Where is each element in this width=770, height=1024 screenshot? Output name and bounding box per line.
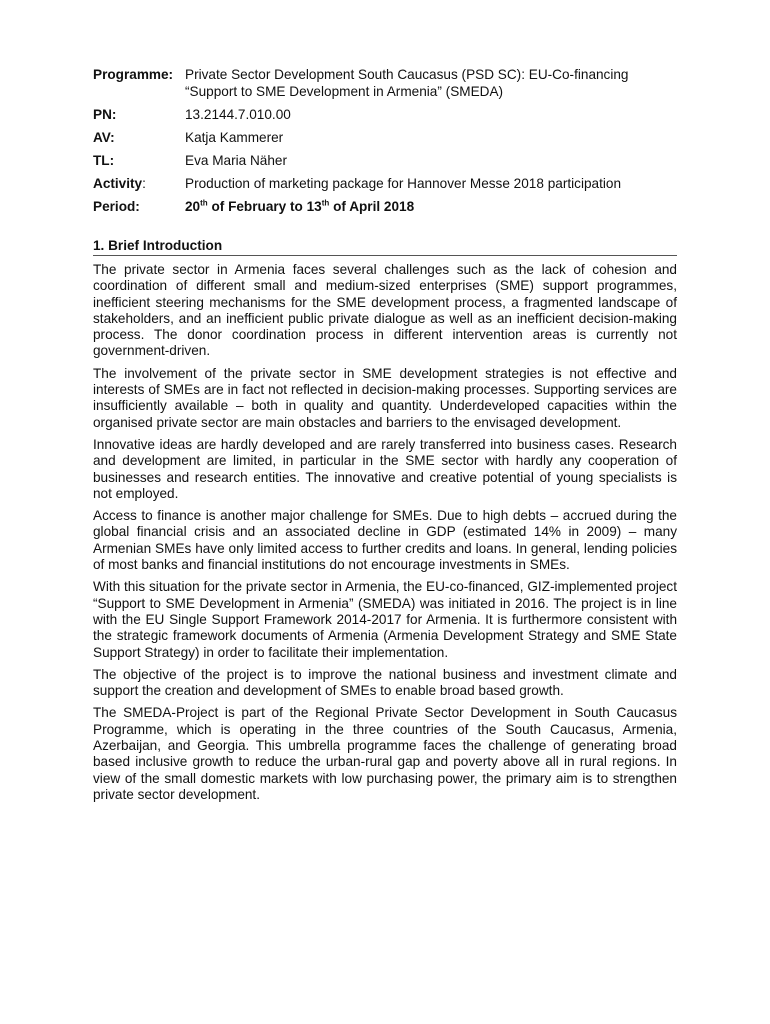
tl-value: Eva Maria Näher (185, 153, 287, 168)
period-label: Period: (93, 199, 140, 214)
period-row (93, 198, 677, 215)
pn-value: 13.2144.7.010.00 (185, 107, 291, 122)
pn-row (93, 106, 677, 123)
paragraph: Access to finance is another major challenge for SMEs. Due to high debts – accrued during the global financial crisis and an associated decline in GDP (estimated 14% in 2009) – many Armenian SMEs have only limited access to further credits and loans. In general, lending policies of most banks and financial institutions do not encourage investments in SMEs. (93, 508, 677, 573)
paragraph: The private sector in Armenia faces several challenges such as the lack of cohesion and coordination of different small and medium-sized enterprises (SME) support programmes, inefficient steering mechanisms for the SME development process, a fragmented landscape of stakeholders, and an inefficient public private dialogue as well as an inefficient decision-making process. The donor coordination process in different intervention areas is currently not government-driven. (93, 262, 677, 359)
tl-row (93, 152, 677, 169)
activity-label (93, 175, 185, 192)
programme-row (93, 66, 677, 100)
programme-value-line2: “Support to SME Development in Armenia” (SMEDA) (185, 84, 504, 99)
period-end: of April 2018 (329, 199, 415, 214)
document-page (93, 66, 677, 809)
period-end-suffix: th (321, 198, 330, 208)
activity-label-colon: : (142, 176, 146, 191)
paragraph: The SMEDA-Project is part of the Regional Private Sector Development in South Caucasus Programme, which is operating in the three countries of the South Caucasus, Armenia, Azerbaijan, and Georgia. This umbrella programme faces the challenge of generating broad based inclusive growth to reduce the urban-rural gap and poverty above all in rural regions. In view of the small domestic markets with low purchasing power, the primary aim is to strengthen private sector development. (93, 705, 677, 802)
programme-value (185, 66, 677, 100)
paragraph: With this situation for the private sector in Armenia, the EU-co-financed, GIZ-implemented project “Support to SME Development in Armenia” (SMEDA) was initiated in 2016. The project is in line with the EU Single Support Framework 2014-2017 for Armenia. It is furthermore consistent with the strategic framework documents of Armenia (Armenia Development Strategy and SME State Support Strategy) in order to facilitate their implementation. (93, 579, 677, 660)
activity-row (93, 175, 677, 192)
av-row (93, 129, 677, 146)
tl-label: TL: (93, 153, 115, 168)
activity-label-text: Activity (93, 176, 143, 191)
programme-value-line1: Private Sector Development South Caucasus (PSD SC): EU-Co-financing (185, 67, 629, 82)
period-start-suffix: th (200, 198, 208, 208)
programme-label: Programme: (93, 67, 174, 82)
paragraph: Innovative ideas are hardly developed and are rarely transferred into business cases. Research and development are limited, in particular in the SME sector with hardly any cooperation of businesses and research entities. The innovative and creative potential of young specialists is not employed. (93, 436, 677, 501)
period-middle: of February to 13 (207, 199, 322, 214)
av-value: Katja Kammerer (185, 130, 284, 145)
section-title: 1. Brief Introduction (93, 237, 677, 256)
pn-label: PN: (93, 107, 117, 122)
activity-value: Production of marketing package for Hannover Messe 2018 participation (185, 176, 622, 191)
paragraph: The involvement of the private sector in SME development strategies is not effective and interests of SMEs are in fact not reflected in decision-making processes. Supporting services are insufficiently available – both in quality and quantity. Underdeveloped capacities within the organised private sector are main obstacles and barriers to the envisaged development. (93, 365, 677, 430)
period-value (185, 198, 677, 215)
av-label: AV: (93, 130, 115, 145)
paragraph: The objective of the project is to improve the national business and investment climate and support the creation and development of SMEs to enable broad based growth. (93, 666, 677, 699)
period-start-day: 20 (185, 199, 201, 214)
